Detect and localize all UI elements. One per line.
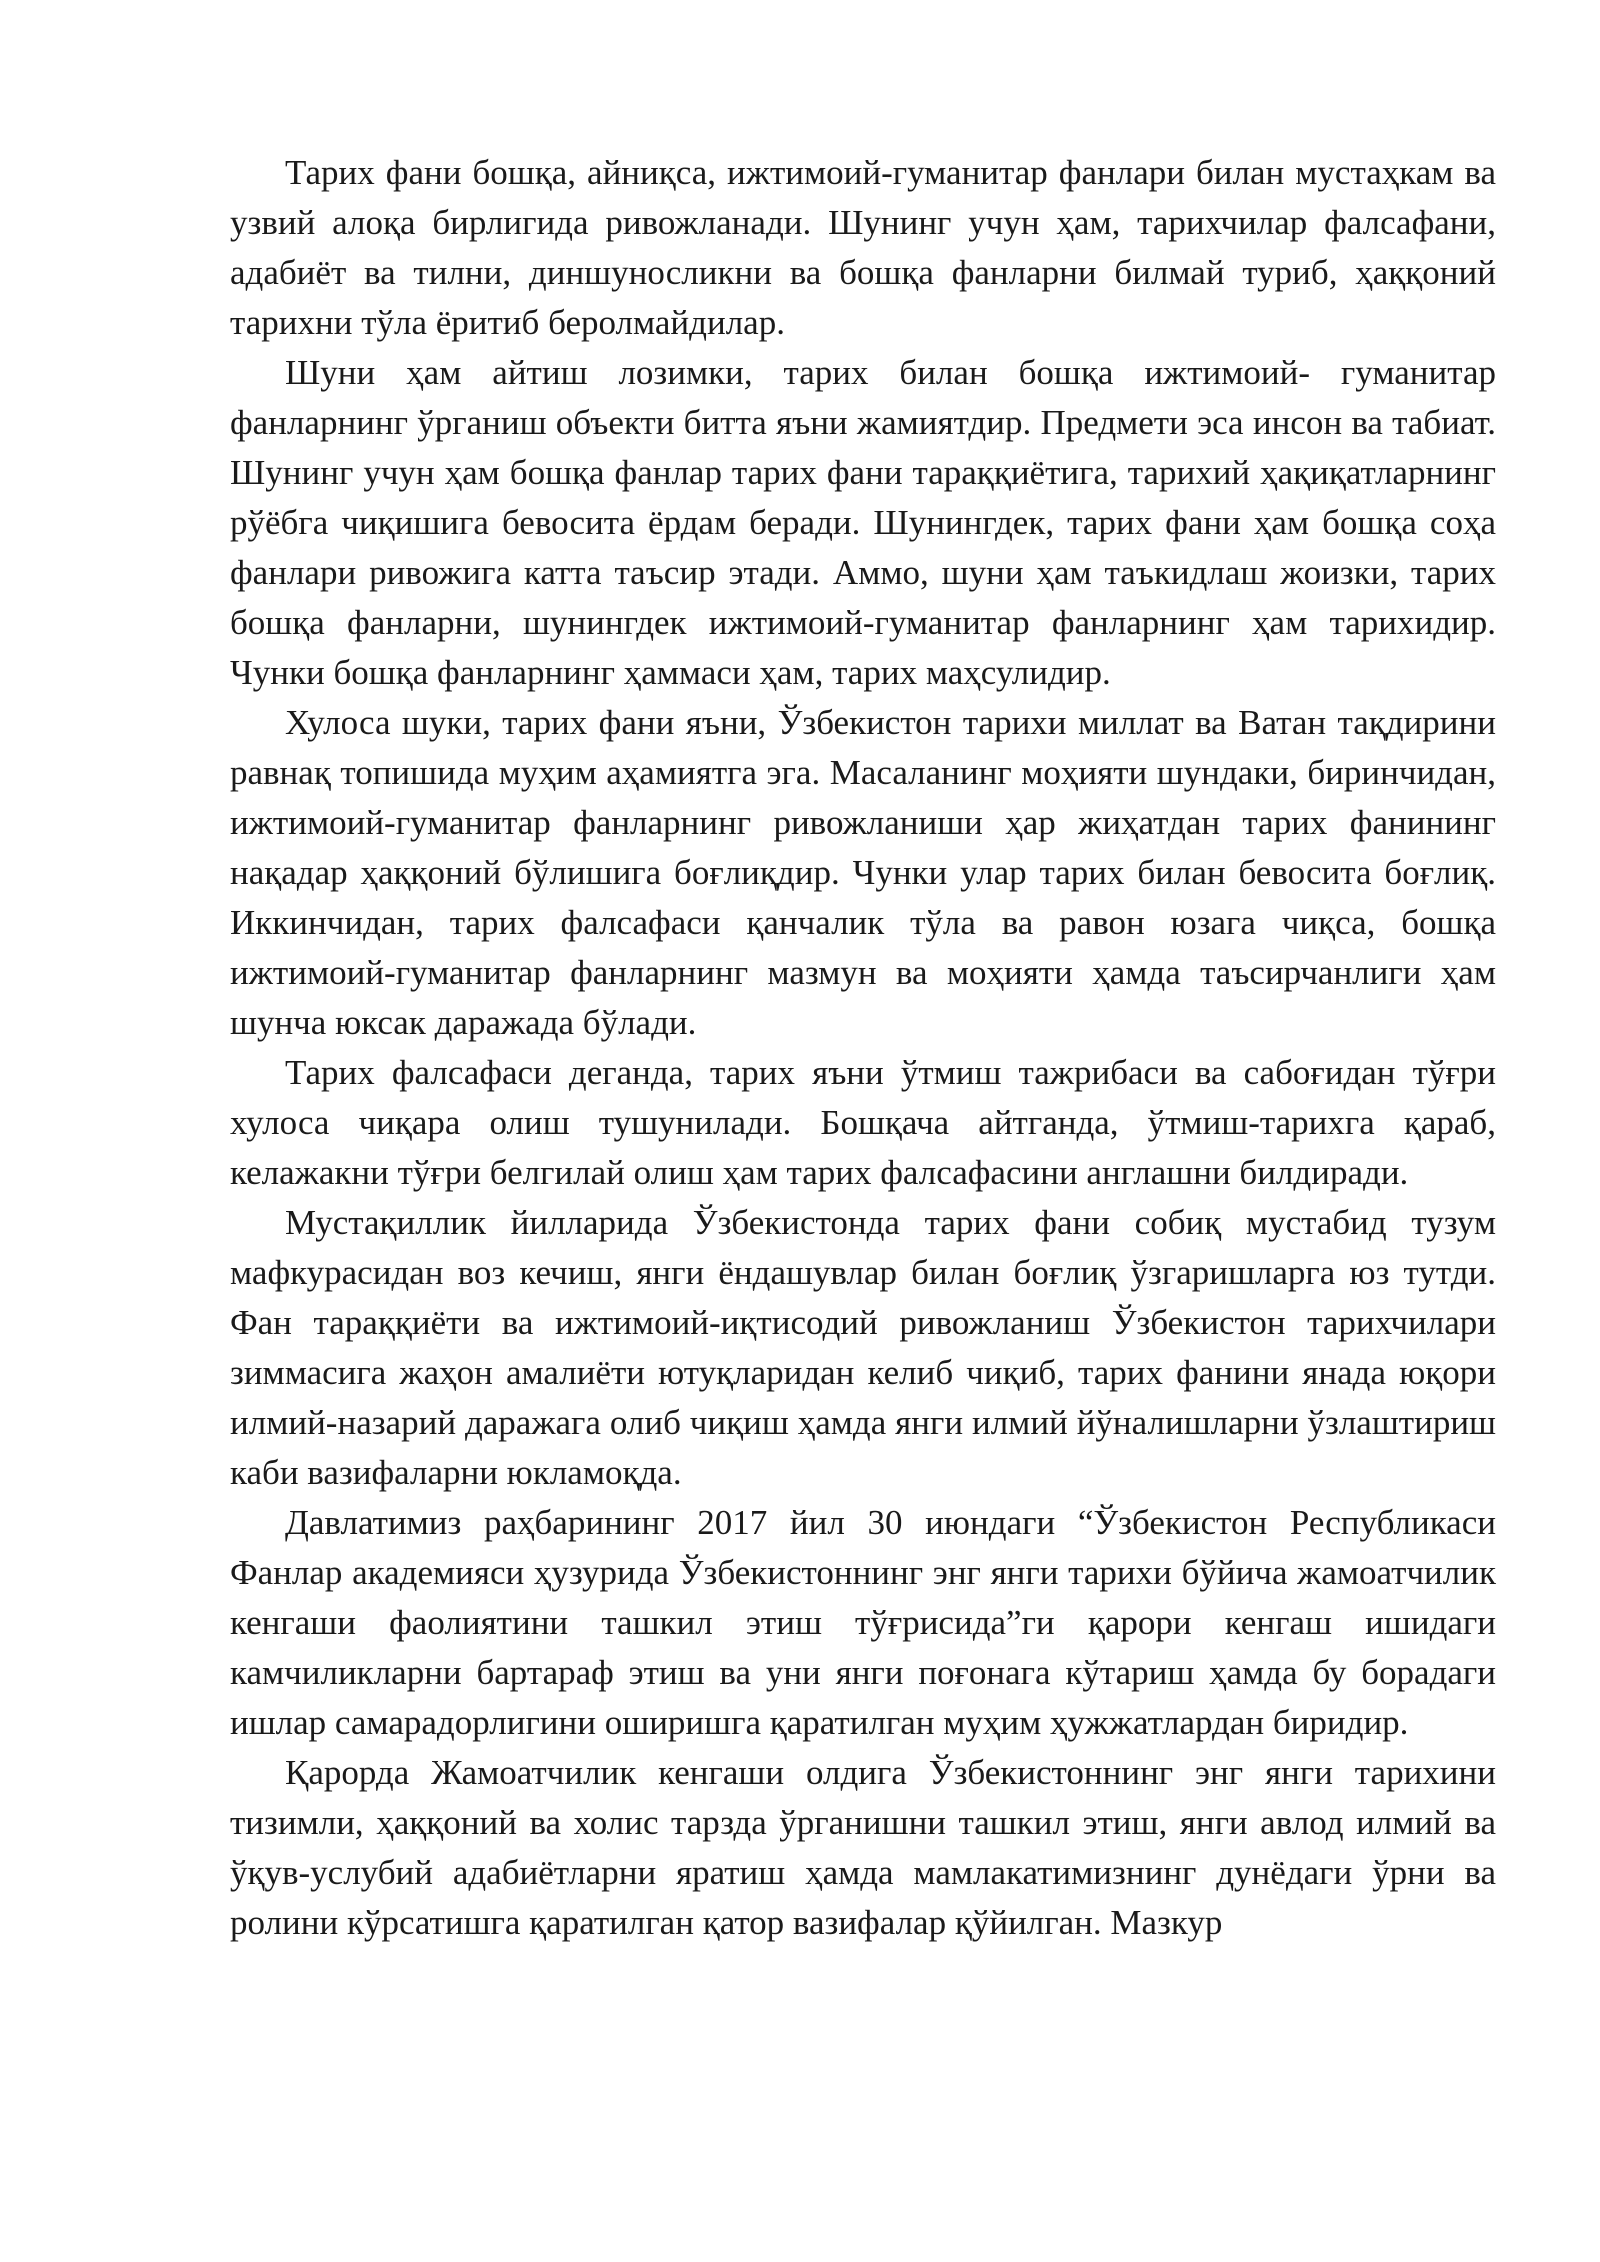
document-page [230, 148, 1496, 1948]
paragraph-council-tasks: Қарорда Жамоатчилик кенгаши олдига Ўзбекистоннинг энг янги тарихини тизимли, ҳаққоний ва холис тарзда ўрганишни ташкил этиш, янги авлод илмий ва ўқув-услубий адабиётларни яратиш ҳамда мамлакатимизнинг дунёдаги ўрни ва ролини кўрсатишга қаратилган қатор вазифалар қўйилган. Мазкур [230, 1753, 1496, 1942]
paragraph-object-of-study: Шуни ҳам айтиш лозимки, тарих билан бошқа ижтимоий- гуманитар фанларнинг ўрганиш объекти битта яъни жамиятдир. Предмети эса инсон ва табиат. Шунинг учун ҳам бошқа фанлар тарих фани тараққиётига, тарихий ҳақиқатларнинг рўёбга чиқишига бевосита ёрдам беради. Шунингдек, тарих фани ҳам бошқа соҳа фанлари ривожига катта таъсир этади. Аммо, шуни ҳам таъкидлаш жоизки, тарих бошқа фанларни, шунингдек ижтимоий-гуманитар фанларнинг ҳам тарихидир. Чунки бошқа фанларнинг ҳаммаси ҳам, тарих маҳсулидир. [230, 353, 1496, 692]
paragraph-2017-decree: Давлатимиз раҳбарининг 2017 йил 30 июндаги “Ўзбекистон Республикаси Фанлар академияси ҳузурида Ўзбекистоннинг энг янги тарихи бўйича жамоатчилик кенгаши фаолиятини ташкил этиш тўғрисида”ги қарори кенгаш ишидаги камчиликларни бартараф этиш ва уни янги поғонага кўтариш ҳамда бу борадаги ишлар самарадорлигини оширишга қаратилган муҳим ҳужжатлардан биридир. [230, 1503, 1496, 1742]
paragraph-philosophy-of-history: Тарих фалсафаси деганда, тарих яъни ўтмиш тажрибаси ва сабоғидан тўғри хулоса чиқара олиш тушунилади. Бошқача айтганда, ўтмиш-тарихга қараб, келажакни тўғри белгилай олиш ҳам тарих фалсафасини англашни билдиради. [230, 1053, 1496, 1192]
paragraph-history-and-humanities: Тарих фани бошқа, айниқса, ижтимоий-гуманитар фанлари билан мустаҳкам ва узвий алоқа бирлигида ривожланади. Шунинг учун ҳам, тарихчилар фалсафани, адабиёт ва тилни, диншуносликни ва бошқа фанларни билмай туриб, ҳаққоний тарихни тўла ёритиб беролмайдилар. [230, 153, 1496, 342]
paragraph-conclusion: Хулоса шуки, тарих фани яъни, Ўзбекистон тарихи миллат ва Ватан тақдирини равнақ топишида муҳим аҳамиятга эга. Масаланинг моҳияти шундаки, биринчидан, ижтимоий-гуманитар фанларнинг ривожланиши ҳар жиҳатдан тарих фанининг нақадар ҳаққоний бўлишига боғлиқдир. Чунки улар тарих билан бевосита боғлиқ. Иккинчидан, тарих фалсафаси қанчалик тўла ва равон юзага чиқса, бошқа ижтимоий-гуманитар фанларнинг мазмун ва моҳияти ҳамда таъсирчанлиги ҳам шунча юксак даражада бўлади. [230, 703, 1496, 1042]
paragraph-independence-years: Мустақиллик йилларида Ўзбекистонда тарих фани собиқ мустабид тузум мафкурасидан воз кечиш, янги ёндашувлар билан боғлиқ ўзгаришларга юз тутди. Фан тараққиёти ва ижтимоий-иқтисодий ривожланиш Ўзбекистон тарихчилари зиммасига жаҳон амалиёти ютуқларидан келиб чиқиб, тарих фанини янада юқори илмий-назарий даражага олиб чиқиш ҳамда янги илмий йўналишларни ўзлаштириш каби вазифаларни юкламоқда. [230, 1203, 1496, 1492]
